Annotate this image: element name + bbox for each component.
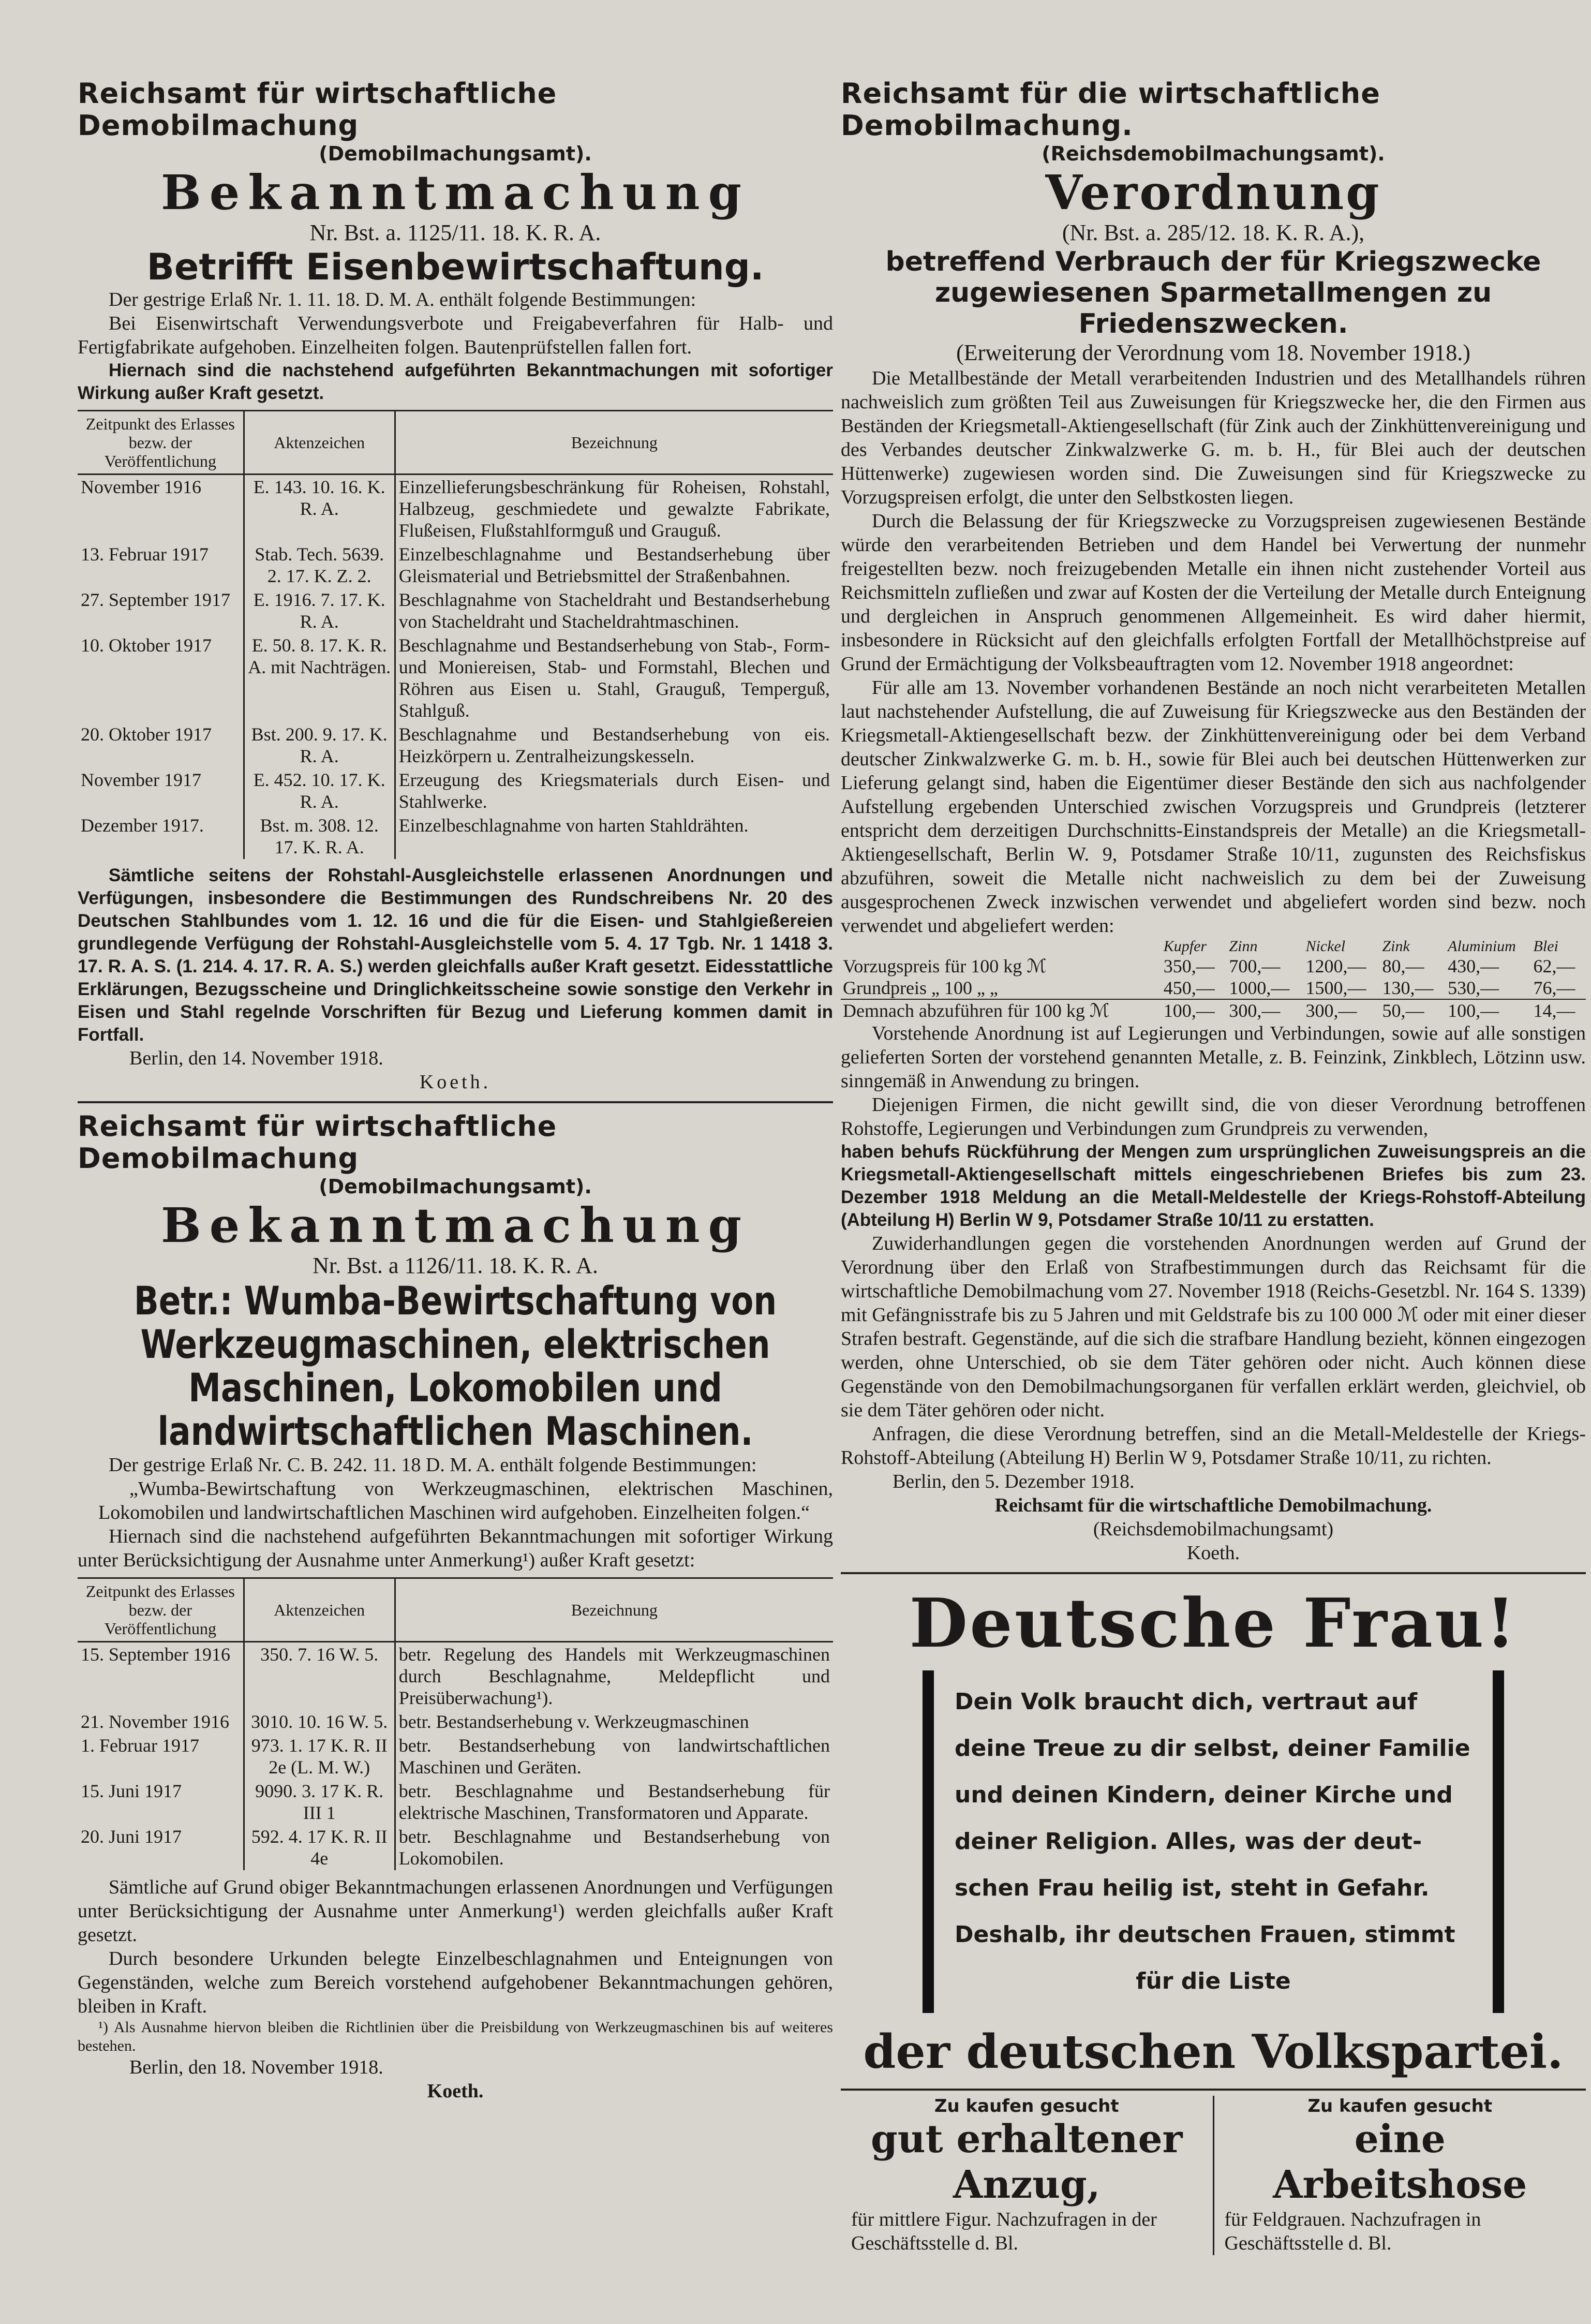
notice-type: Bekanntmachung — [161, 1197, 750, 1253]
classified-ad-item: gut erhaltener Anzug, — [870, 2117, 1183, 2207]
table-row — [78, 768, 833, 813]
row-ref: Bst. m. 308. 12. 17. K. R. A. — [244, 813, 395, 859]
notice-title: Betrifft Eisenbewirtschaftung. — [146, 246, 764, 288]
notice-title: betreffend Verbrauch der für Kriegszwecke zugewiesenen Sparmetallmengen zu Friedenszwecken. — [885, 246, 1541, 339]
reference-number: (Nr. Bst. a. 285/12. 18. K. R. A.), — [1062, 220, 1365, 245]
row-desc: Einzelbeschlagnahme von harten Stahldrähten. — [398, 815, 749, 836]
ad-text-box — [923, 1670, 1504, 2013]
section-divider — [841, 1572, 1586, 1574]
intro-text: Der gestrige Erlaß Nr. 1. 11. 18. D. M. A. enthält folgende Bestimmungen: — [109, 289, 696, 310]
announcement-iron — [78, 78, 833, 1094]
office-subheading: (Demobilmachungsamt). — [319, 1175, 592, 1198]
bold-note: Hiernach sind die nachstehend aufgeführten Bekanntmachungen mit sofortiger Wirkung außer Kraft gesetzt. — [78, 360, 833, 403]
row-ref: 9090. 3. 17 K. R. III 1 — [244, 1779, 395, 1825]
after-table-text-2: Durch besondere Urkunden belegte Einzelbeschlagnahmen und Enteignungen von Gegenständen, welche zum Bereich vorstehend aufgehobener Bekanntmachungen gehören, bleiben in Kraft. — [78, 1948, 833, 2017]
ad-line: und deinen Kindern, deiner Kirche und — [955, 1782, 1453, 1808]
price-cell: 1000,— — [1229, 978, 1290, 998]
price-header-cell: Aluminium — [1448, 938, 1516, 955]
price-header-cell: Blei — [1533, 938, 1558, 955]
reference-number: Nr. Bst. a. 1125/11. 18. K. R. A. — [309, 220, 601, 245]
row-date: 15. Juni 1917 — [78, 1779, 244, 1825]
table-row — [78, 1779, 833, 1825]
price-header-row — [841, 938, 1586, 955]
paragraph-6: Zuwiderhandlungen gegen die vorstehenden Anordnungen werden auf Grund der Verordnung über den Erlaß von Strafbestimmungen durch das Reichsamt für die wirtschaftliche Demobilmachung vom 27. November 1918 (Reichs-Gesetzbl. Nr. 164 S. 1339) mit Gefängnisstrafe bis zu 5 Jahren und mit Geldstrafe bis zu 100 000 ℳ oder mit einer dieser Strafen bestraft. Gegenstände, auf die sich die strafbare Handlung bezieht, können eingezogen werden, ohne Unterschied, ob sie dem Täter gehören oder nicht. Auch können diese Gegenstände von den Demobilmachungsorganen für verfallen erklärt werden, gleichviel, ob sie dem Täter gehören oder nicht. — [841, 1233, 1586, 1421]
ad-line: für die Liste — [1136, 1968, 1291, 1994]
row-ref: E. 50. 8. 17. K. R. A. mit Nachträgen. — [244, 633, 395, 722]
after-table-text-1: Sämtliche auf Grund obiger Bekanntmachungen erlassenen Anordnungen und Verfügungen unter Berücksichtigung der Ausnahme unter Anmerkung¹) werden gleichfalls außer Kraft gesetzt. — [78, 1876, 833, 1946]
notice-type: Verordnung — [1045, 165, 1381, 220]
price-cell: 530,— — [1448, 978, 1499, 998]
quoted-text: „Wumba-Bewirtschaftung von Werkzeugmaschinen, elektrischen Maschinen, Lokomobilen und landwirtschaftlichen Maschinen wird aufgehoben. Einzelheiten folgen.“ — [98, 1478, 833, 1523]
place-date: Berlin, den 18. November 1918. — [129, 2056, 383, 2078]
price-header-cell: Zink — [1382, 938, 1410, 955]
office-heading: Reichsamt für die wirtschaftliche Demobilmachung. — [841, 77, 1380, 142]
signer: Koeth. — [419, 1071, 492, 1093]
price-cell: Grundpreis „ 100 „ „ — [843, 978, 998, 998]
column-header-date: Zeitpunkt des Erlasses bezw. der Veröffentlichung — [78, 411, 244, 475]
after-quote-text: Hiernach sind die nachstehend aufgeführten Bekanntmachungen mit sofortiger Wirkung unter Berücksichtigung der Ausnahme unter Anmerkung¹) außer Kraft gesetzt: — [78, 1526, 833, 1571]
bold-after-table: Sämtliche seitens der Rohstahl-Ausgleichstelle erlassenen Anordnungen und Verfügungen, insbesondere die Bestimmungen des Rundschreibens Nr. 20 des Deutschen Stahlbundes vom 1. 12. 16 und die für die Eisen- und Stahlgießereien grundlegende Verfügung der Rohstahl-Ausgleichstelle vom 5. 4. 17 Tgb. Nr. 1 1418 3. 17. R. A. S. (1. 214. 4. 17. R. A. S.) werden gleichfalls außer Kraft gesetzt. Eidesstattliche Erklärungen, Bezugsscheine und Dringlichkeitsscheine sowie sonstige den Verkehr in Eisen und Stahl regelnde Vorschriften für Bezug und Lieferung kommen damit in Fortfall. — [78, 865, 833, 1045]
row-date: 10. Oktober 1917 — [78, 633, 244, 722]
table-row — [78, 633, 833, 722]
announcement-machines — [78, 1111, 833, 2103]
column-header-ref: Aktenzeichen — [244, 411, 395, 475]
revoked-notices-table — [78, 410, 833, 859]
row-desc: Beschlagnahme und Bestandserhebung von Stab-, Form- und Moniereisen, Stab- und Formstahl, Blechen und Röhren aus Eisen u. Stahl, Grauguß, Temperguß, Stahlguß. — [398, 635, 830, 721]
row-date: 1. Februar 1917 — [78, 1734, 244, 1779]
row-ref: 350. 7. 16 W. 5. — [244, 1642, 395, 1710]
table-row — [78, 1825, 833, 1870]
signer: Koeth. — [1186, 1542, 1240, 1564]
table-row — [78, 1710, 833, 1734]
price-row — [841, 977, 1586, 999]
row-desc: Einzelbeschlagnahme und Bestandserhebung über Gleismaterial und Betriebsmittel der Straßenbahnen. — [398, 544, 830, 586]
revoked-notices-table — [78, 1577, 833, 1870]
row-date: November 1917 — [78, 768, 244, 813]
office-heading: Reichsamt für wirtschaftliche Demobilmachung — [78, 77, 557, 142]
price-cell: 76,— — [1533, 978, 1575, 998]
right-column — [841, 78, 1586, 2255]
row-date: November 1916 — [78, 475, 244, 543]
price-cell: 700,— — [1229, 956, 1281, 976]
row-date: 20. Juni 1917 — [78, 1825, 244, 1870]
row-desc: betr. Bestandserhebung v. Werkzeugmaschinen — [398, 1711, 749, 1732]
section-divider — [78, 1101, 833, 1103]
price-row — [841, 955, 1586, 977]
classified-ad — [1213, 2096, 1586, 2255]
body-text: Bei Eisenwirtschaft Verwendungsverbote und Freigabeverfahren für Halb- und Fertigfabrikate aufgehoben. Einzelheiten folgen. Bautenprüfstellen fallen fort. — [78, 313, 833, 358]
row-desc: Erzeugung des Kriegsmaterials durch Eisen- und Stahlwerke. — [398, 769, 830, 812]
classified-ad-item: eine Arbeitshose — [1273, 2117, 1527, 2207]
price-header-cell: Nickel — [1305, 938, 1346, 955]
classified-ad-heading: Zu kaufen gesucht — [934, 2096, 1119, 2116]
price-cell: 1200,— — [1305, 956, 1366, 976]
price-cell: 14,— — [1533, 1000, 1575, 1021]
signature-office: Reichsamt für die wirtschaftliche Demobilmachung. — [994, 1494, 1432, 1516]
row-ref: 3010. 10. 16 W. 5. — [244, 1710, 395, 1734]
column-header-desc: Bezeichnung — [395, 411, 833, 475]
table-row — [78, 813, 833, 859]
classified-ad — [841, 2096, 1213, 2255]
ad-line: schen Frau heilig ist, steht in Gefahr. — [955, 1875, 1430, 1901]
notice-title: Betr.: Wumba-Bewirtschaftung von Werkzeugmaschinen, elektrischen Maschinen, Lokomobilen und landwirtschaftlichen Maschinen. — [133, 1278, 777, 1454]
paragraph-1: Die Metallbestände der Metall verarbeitenden Industrien und des Metallhandels rühren nachweislich zum größten Teil aus Zuweisungen für Kriegszwecke her, die den Firmen aus Beständen der Kriegsmetall-Aktiengesellschaft (für Zink auch der Zinkhüttenvereinigung und des Verbandes deutscher Zinkwalzwerke G. m. b. H., für Blei auch der deutschen Hüttenwerke) zugewiesen worden sind. Die Zuweisungen sind für Kriegszwecke zu Vorzugspreisen erfolgt, die unter den Selbstkosten liegen. — [841, 367, 1586, 508]
table-header-row — [78, 411, 833, 475]
ad-line: Dein Volk braucht dich, vertraut auf — [955, 1689, 1418, 1715]
paragraph-5a: Diejenigen Firmen, die nicht gewillt sind, die von dieser Verordnung betroffenen Rohstoffe, Legierungen und Verbindungen zum Grundpreis zu verwenden, — [841, 1094, 1586, 1139]
column-header-ref: Aktenzeichen — [244, 1578, 395, 1642]
row-ref: E. 452. 10. 17. K. R. A. — [244, 768, 395, 813]
paragraph-3: Für alle am 13. November vorhandenen Bestände an noch nicht verarbeiteten Metallen laut nachstehender Aufstellung, die auf Zuweisung für Kriegszwecke aus den Beständen der Kriegsmetall-Aktiengesellschaft bezw. der Zinkhüttenvereinigung oder bei dem Verband deutscher Zinkwalzwerke G. m. b. H., sowie für Blei auch bei deutschen Hüttenwerken zur Lieferung gelangt sind, haben die Eigentümer dieser Bestände den sich aus nachfolgender Aufstellung ergebenden Unterschied zwischen Vorzugspreis und Grundpreis (letzterer entspricht dem derzeitigen Durchschnitts-Einstandspreis der Metalle) an die Kriegsmetall-Aktiengesellschaft, Berlin W. 9, Potsdamer Straße 10/11, zugunsten des Reichsfiskus abzuführen, soweit die Metalle nicht nachweislich zu dem bei der Zuweisung ausgesprochenen Zweck inzwischen verwendet und abgeliefert worden sind bezw. noch verwendet und abgeliefert werden: — [841, 677, 1586, 937]
price-cell: 100,— — [1163, 1000, 1215, 1021]
office-subheading: (Reichsdemobilmachungsamt). — [1042, 142, 1385, 165]
row-date: 27. September 1917 — [78, 588, 244, 633]
price-cell: 450,— — [1163, 978, 1215, 998]
price-cell: 300,— — [1305, 1000, 1357, 1021]
price-header-cell: Kupfer — [1163, 938, 1207, 955]
row-date: 15. September 1916 — [78, 1642, 244, 1710]
classified-ad-heading: Zu kaufen gesucht — [1307, 2096, 1493, 2116]
ad-party-name: der deutschen Volkspartei. — [863, 2024, 1564, 2079]
table-row — [78, 542, 833, 588]
price-cell: 100,— — [1448, 1000, 1499, 1021]
price-cell: Vorzugspreis für 100 kg ℳ — [843, 956, 1047, 976]
row-ref: Bst. 200. 9. 17. K. R. A. — [244, 722, 395, 768]
table-row — [78, 588, 833, 633]
price-cell: 62,— — [1533, 956, 1575, 976]
price-table — [841, 938, 1586, 1022]
signer: Koeth. — [427, 2080, 484, 2102]
paragraph-5b: haben behufs Rückführung der Mengen zum ursprünglichen Zuweisungspreis an die Kriegsmetall-Aktiengesellschaft mittels eingeschriebenen Briefes bis zum 23. Dezember 1918 Meldung an die Metall-Meldestelle der Kriegs-Rohstoff-Abteilung (Abteilung H) Berlin W 9, Potsdamer Straße 10/11 zu erstatten. — [841, 1142, 1586, 1230]
row-desc: Beschlagnahme und Bestandserhebung von eis. Heizkörpern u. Zentralheizungskesseln. — [398, 724, 830, 766]
price-cell: 350,— — [1163, 956, 1215, 976]
row-desc: Beschlagnahme von Stacheldraht und Bestandserhebung von Stacheldraht und Stacheldrahtmaschinen. — [398, 589, 830, 632]
row-date: 13. Februar 1917 — [78, 542, 244, 588]
price-cell: 300,— — [1229, 1000, 1281, 1021]
row-date: Dezember 1917. — [78, 813, 244, 859]
notice-type: Bekanntmachung — [161, 165, 750, 220]
notice-subtitle: (Erweiterung der Verordnung vom 18. November 1918.) — [956, 340, 1470, 365]
price-cell: 1500,— — [1305, 978, 1366, 998]
table-row — [78, 722, 833, 768]
table-header-row — [78, 1578, 833, 1642]
ad-line: deine Treue zu dir selbst, deiner Familie — [955, 1735, 1470, 1761]
ad-line: Deshalb, ihr deutschen Frauen, stimmt — [955, 1921, 1455, 1948]
intro-text: Der gestrige Erlaß Nr. C. B. 242. 11. 18 D. M. A. enthält folgende Bestimmungen: — [109, 1454, 757, 1476]
price-cell: 430,— — [1448, 956, 1499, 976]
table-row — [78, 475, 833, 543]
paragraph-2: Durch die Belassung der für Kriegszwecke zu Vorzugspreisen zugewiesenen Bestände würde den verarbeitenden Betrieben und dem Handel bei Verwertung der nunmehr freigestellten bezw. noch freizugebenden Metalle ein ihnen nicht zustehender Vorteil aus Reichsmitteln zufließen und zwar auf Kosten der die Verteilung der Metalle durch Enteignung und dergleichen in Anspruch genommenen Allgemeinheit. Es wird daher hiermit, insbesondere in Rücksicht auf den gleichfalls erfolgten Fortfall der Metallhöchstpreise auf Grund der Ermächtigung der Volksbeauftragten vom 12. November 1918 angeordnet: — [841, 510, 1586, 675]
price-header-cell — [841, 938, 1162, 955]
ordinance-metals — [841, 78, 1586, 1565]
footnote: ¹) Als Ausnahme hiervon bleiben die Richtlinien über die Preisbildung von Werkzeugmaschinen bis auf weiteres bestehen. — [78, 2019, 833, 2054]
row-ref: E. 143. 10. 16. K. R. A. — [244, 475, 395, 543]
row-date: 20. Oktober 1917 — [78, 722, 244, 768]
row-desc: Einzellieferungsbeschränkung für Roheisen, Rohstahl, Halbzeug, geschmiedete und gewalzte Fabrikate, Flußeisen, Flußstahlformguß und Grauguß. — [398, 477, 830, 541]
price-cell: 130,— — [1382, 978, 1434, 998]
ad-headline: Deutsche Frau! — [909, 1583, 1518, 1663]
column-header-desc: Bezeichnung — [395, 1578, 833, 1642]
office-heading: Reichsamt für wirtschaftliche Demobilmachung — [78, 1110, 557, 1175]
price-row — [841, 999, 1586, 1022]
column-header-date: Zeitpunkt des Erlasses bezw. der Veröffentlichung — [78, 1578, 244, 1642]
reference-number: Nr. Bst. a 1126/11. 18. K. R. A. — [313, 1253, 598, 1278]
price-header-cell: Zinn — [1229, 938, 1258, 955]
table-row — [78, 1642, 833, 1710]
price-cell: 50,— — [1382, 1000, 1424, 1021]
signature-office-sub: (Reichsdemobilmachungsamt) — [1093, 1518, 1334, 1540]
row-desc: betr. Beschlagnahme und Bestandserhebung für elektrische Maschinen, Transformatoren und Apparate. — [398, 1781, 830, 1823]
election-advertisement — [841, 1585, 1586, 2080]
ad-line: deiner Religion. Alles, was der deut- — [955, 1828, 1422, 1855]
classified-ads — [841, 2089, 1586, 2255]
row-ref: 973. 1. 17 K. R. II 2e (L. M. W.) — [244, 1734, 395, 1779]
row-ref: E. 1916. 7. 17. K. R. A. — [244, 588, 395, 633]
row-desc: betr. Bestandserhebung von landwirtschaftlichen Maschinen und Geräten. — [398, 1735, 830, 1778]
classified-ad-text: für Feldgrauen. Nachzufragen in Geschäftsstelle d. Bl. — [1224, 2209, 1481, 2254]
left-column — [78, 78, 833, 2103]
place-date: Berlin, den 5. Dezember 1918. — [893, 1471, 1135, 1492]
price-cell: 80,— — [1382, 956, 1424, 976]
row-ref: Stab. Tech. 5639. 2. 17. K. Z. 2. — [244, 542, 395, 588]
row-desc: betr. Beschlagnahme und Bestandserhebung von Lokomobilen. — [398, 1826, 830, 1869]
place-date: Berlin, den 14. November 1918. — [129, 1047, 383, 1069]
row-ref: 592. 4. 17 K. R. II 4e — [244, 1825, 395, 1870]
paragraph-7: Anfragen, die diese Verordnung betreffen, sind an die Metall-Meldestelle der Kriegs-Rohstoff-Abteilung (Abteilung H) Berlin W 9, Potsdamer Straße 10/11, zu richten. — [841, 1423, 1586, 1469]
classified-ad-text: für mittlere Figur. Nachzufragen in der Geschäftsstelle d. Bl. — [851, 2209, 1157, 2254]
office-subheading: (Demobilmachungsamt). — [319, 142, 592, 165]
paragraph-4: Vorstehende Anordnung ist auf Legierungen und Verbindungen, sowie auf alle sonstigen gelieferten Sorten der vorstehend genannten Metalle, z. B. Feinzink, Zinkblech, Lötzinn usw. sinngemäß in Anwendung zu bringen. — [841, 1023, 1586, 1092]
table-row — [78, 1734, 833, 1779]
price-cell: Demnach abzuführen für 100 kg ℳ — [843, 1000, 1110, 1021]
row-desc: betr. Regelung des Handels mit Werkzeugmaschinen durch Beschlagnahme, Meldepflicht und Preisüberwachung¹). — [398, 1644, 830, 1708]
row-date: 21. November 1916 — [78, 1710, 244, 1734]
